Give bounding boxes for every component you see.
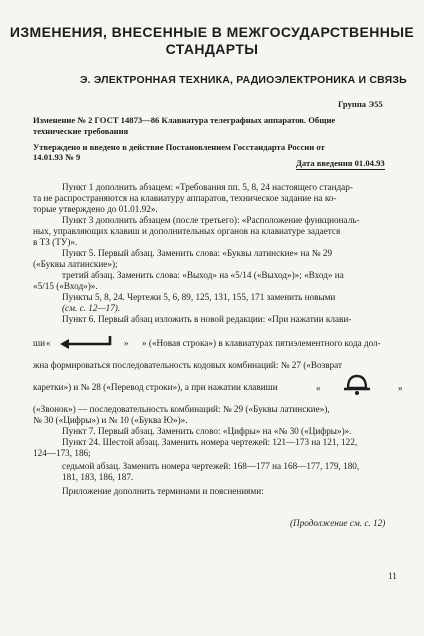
header-line-1: ИЗМЕНЕНИЯ, ВНЕСЕННЫЕ В МЕЖГОСУДАРСТВЕННЫЕ: [9, 24, 415, 40]
text-line: седьмой абзац. Заменить номера чертежей: 168—177 на 168—177, 179, 180,: [62, 461, 360, 471]
section-title: Э. ЭЛЕКТРОННАЯ ТЕХНИКА, РАДИОЭЛЕКТРОНИКА И СВЯЗЬ: [80, 74, 407, 86]
text-line: Приложение дополнить терминами и пояснениями:: [62, 486, 264, 496]
text-line: (см. с. 12—17).: [62, 303, 121, 313]
text-line: Пункт 3 дополнить абзацем (после третьего): «Расположение функциональ-: [62, 215, 360, 225]
text-line: («Буквы латинские»);: [33, 259, 118, 269]
text-line: 181, 183, 186, 187.: [62, 472, 134, 482]
text-line: Пункт 5. Первый абзац. Заменить слова: «Буквы латинские» на № 29: [62, 248, 333, 258]
text-line: ши: [33, 338, 45, 348]
document-page: ИЗМЕНЕНИЯ, ВНЕСЕННЫЕ В МЕЖГОСУДАРСТВЕННЫЕ СТАНДАРТЫ Э. ЭЛЕКТРОННАЯ ТЕХНИКА, РАДИОЭЛЕКТРОНИКА И СВЯЗЬ Группа Э55 Изменение № 2 ГОСТ 14873—86 Клавиатура телеграфных аппаратов. Общие технические требования Утверждено и введено в действие Постановлением Госстандарта России от 14.01.93 № 9 Дата введения 01.04.93 Пункт 1 дополнить абзацем: «Требования пп. 5, 8, 24 настоящего стандар- та не распространяются на клавиатуру аппаратов, техническое задание на ко- торые утверждено до 01.01.92». Пункт 3 дополнить абзацем (после третьего): «Расположение функциональ- ных, управляющих клавиш и дополнительных органов на клавиатуре задается в ТЗ (ТУ)». Пункт 5. Первый абзац. Заменить слова: «Буквы латинские» на № 29 («Буквы латинские»); третий абзац. Заменить слова: «Выход» на «5/14 («Выход»)»; «Вход» на «5/15 («Вход»)». Пункты 5, 8, 24. Чертежи 5, 6, 89, 125, 131, 155, 171 заменить новыми (см. с. 12—17). Пункт 6. Первый абзац изложить в новой редакции: «При нажатии клави- ши « » » («Новая строка») в клавиатурах пятиэлементного кода дол- жна формироваться последовательность кодовых комбинаций: № 27 («Возврат каретки») и № 28 («Перевод строки»), а при нажатии клавиши « » («Звонок») — последовательность комбинаций: № 29 («Буквы латинские»), № 30 («Цифры») и № 10 («Буква Ю»)». Пункт 7. Первый абзац. Заменить слово: «Цифры» на «№ 30 («Цифры»)». Пункт 24. Шестой абзац. Заменить номера чертежей: 121—173 на 121, 122, 124—173, 186; седьмой абзац. Заменить номера чертежей: 168—177 на 168—177, 179, 180, 181, 183, 186, 187. Приложение дополнить терминами и пояснениями: (Продолжение см. с. 12) 11: [0, 0, 424, 636]
approval-line-2: 14.01.93 № 9: [33, 152, 81, 162]
text-line: та не распространяются на клавиатуру аппаратов, техническое задание на ко-: [33, 193, 337, 203]
text-line: «5/15 («Вход»)».: [33, 281, 98, 291]
text-line: Пункт 1 дополнить абзацем: «Требования пп. 5, 8, 24 настоящего стандар-: [62, 182, 353, 192]
text-line: » («Новая строка») в клавиатурах пятиэлементного кода дол-: [142, 338, 381, 348]
text-line: Пункт 6. Первый абзац изложить в новой редакции: «При нажатии клави-: [62, 314, 352, 324]
text-line: ных, управляющих клавиш и дополнительных органов на клавиатуре задается: [33, 226, 341, 236]
text-line: в ТЗ (ТУ)».: [33, 237, 78, 247]
text-line: № 30 («Цифры») и № 10 («Буква Ю»)».: [33, 415, 188, 425]
text-line: третий абзац. Заменить слова: «Выход» на «5/14 («Выход»)»; «Вход» на: [62, 270, 344, 280]
text-line: каретки») и № 28 («Перевод строки»), а при нажатии клавиши: [33, 382, 278, 392]
page-number: 11: [388, 571, 397, 581]
effective-date: Дата введения 01.04.93: [296, 158, 385, 168]
header-line-2: СТАНДАРТЫ: [165, 41, 259, 57]
enter-key-icon: [58, 335, 116, 349]
text-line: Пункты 5, 8, 24. Чертежи 5, 6, 89, 125, 131, 155, 171 заменить новыми: [62, 292, 336, 302]
text-line: 124—173, 186;: [33, 448, 91, 458]
text-line: Пункт 24. Шестой абзац. Заменить номера чертежей: 121—173 на 121, 122,: [62, 437, 358, 447]
bell-key-icon: [342, 374, 372, 396]
text-line: («Звонок») — последовательность комбинаций: № 29 («Буквы латинские»),: [33, 404, 330, 414]
group-label: Группа Э55: [338, 99, 383, 109]
text-line: жна формироваться последовательность кодовых комбинаций: № 27 («Возврат: [33, 360, 343, 370]
continuation-note: (Продолжение см. с. 12): [290, 518, 386, 528]
change-title-line-2: технические требования: [33, 126, 129, 136]
approval-line-1: Утверждено и введено в действие Постановлением Госстандарта России от: [33, 142, 325, 152]
text-line: торые утверждено до 01.01.92».: [33, 204, 158, 214]
text-line: Пункт 7. Первый абзац. Заменить слово: «Цифры» на «№ 30 («Цифры»)».: [62, 426, 352, 436]
change-title-line-1: Изменение № 2 ГОСТ 14873—86 Клавиатура телеграфных аппаратов. Общие: [33, 115, 336, 125]
